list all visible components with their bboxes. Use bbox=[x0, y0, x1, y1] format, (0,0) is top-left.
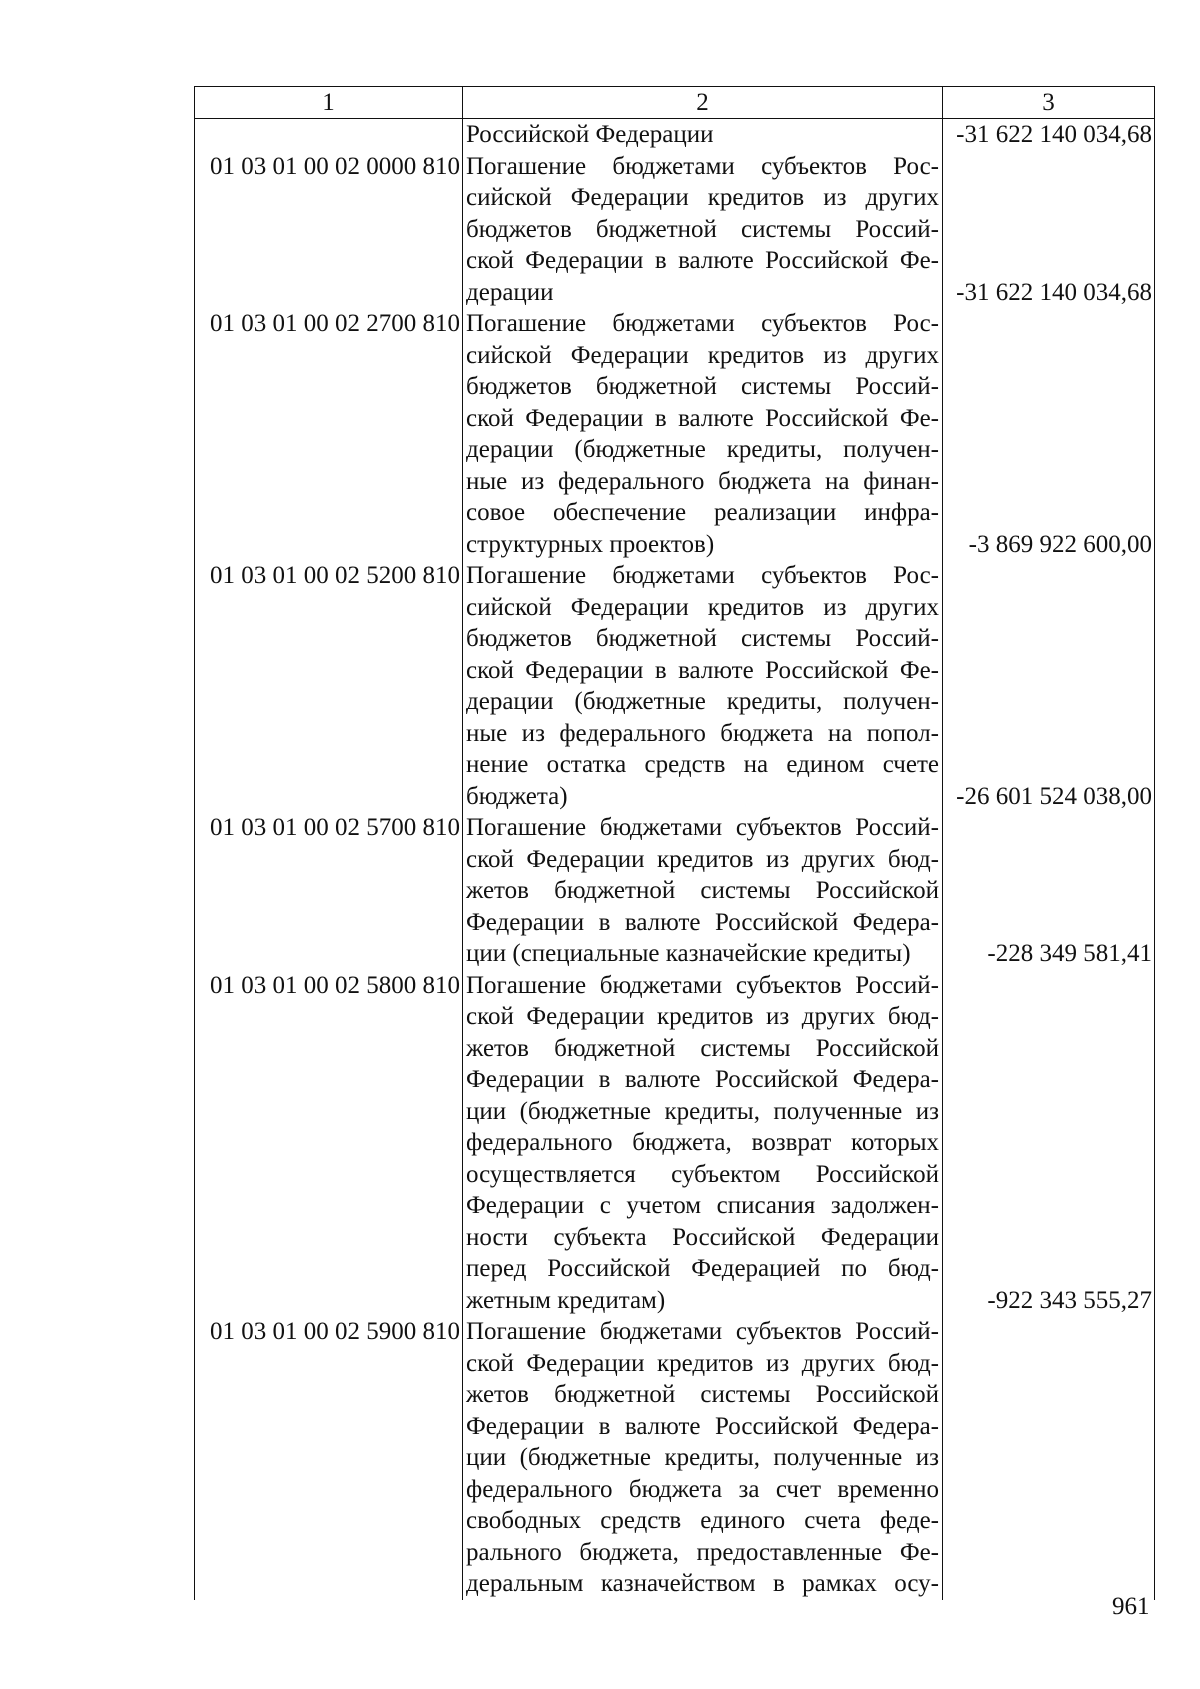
row-amount: -3 869 922 600,00 bbox=[943, 308, 1155, 560]
description-line: бюджетов бюджетной системы Россий- bbox=[466, 215, 939, 243]
column-header-amount: 3 bbox=[943, 87, 1155, 119]
table-row bbox=[195, 970, 1155, 1317]
row-description bbox=[463, 151, 943, 309]
description-line: бюджетов бюджетной системы Россий- bbox=[466, 625, 939, 652]
description-line: жетов бюджетной системы Российской bbox=[466, 1381, 939, 1408]
description-line: нение остатка средств на едином счете bbox=[466, 751, 939, 778]
description-line: федерального бюджета, возврат которых bbox=[466, 1129, 939, 1156]
row-amount: -31 622 140 034,68 bbox=[943, 151, 1155, 309]
table-row bbox=[195, 119, 1155, 151]
description-line: Погашение бюджетами субъектов Рос- bbox=[466, 152, 939, 180]
row-code: 01 03 01 00 02 5700 810 bbox=[195, 812, 463, 970]
row-description bbox=[463, 812, 943, 970]
description-line: федерального бюджета за счет временно bbox=[466, 1475, 939, 1503]
description-line: ции (бюджетные кредиты, полученные из bbox=[466, 1097, 939, 1125]
row-code: 01 03 01 00 02 5900 810 bbox=[195, 1316, 463, 1600]
row-description bbox=[463, 119, 943, 151]
table-body bbox=[195, 119, 1155, 1600]
table-row bbox=[195, 308, 1155, 560]
description-line: сийской Федерации кредитов из других bbox=[466, 341, 939, 369]
description-line: Федерации в валюте Российской Федера- bbox=[466, 1066, 939, 1093]
row-amount: -228 349 581,41 bbox=[943, 812, 1155, 970]
description-line: ции (специальные казначейские кредиты) bbox=[466, 940, 911, 967]
row-code: 01 03 01 00 02 5200 810 bbox=[195, 560, 463, 812]
description-line: ции (бюджетные кредиты, полученные из bbox=[466, 1444, 939, 1471]
description-line: осуществляется субъектом Российской bbox=[466, 1160, 939, 1188]
description-line: жетов бюджетной системы Российской bbox=[466, 1034, 939, 1062]
description-line: совое обеспечение реализации инфра- bbox=[466, 499, 939, 526]
description-line: ской Федерации кредитов из других бюд- bbox=[466, 845, 939, 873]
description-line: Федерации с учетом списания задолжен- bbox=[466, 1192, 939, 1219]
column-header-description: 2 bbox=[463, 87, 943, 119]
description-line: Российской Федерации bbox=[466, 121, 714, 148]
table-row bbox=[195, 560, 1155, 812]
description-line: Погашение бюджетами субъектов Рос- bbox=[466, 562, 939, 589]
description-line: структурных проектов) bbox=[466, 530, 715, 558]
description-line: ской Федерации в валюте Российской Фе- bbox=[466, 656, 939, 684]
description-line: ской Федерации в валюте Российской Фе- bbox=[466, 404, 939, 432]
description-line: жетным кредитам) bbox=[466, 1286, 666, 1314]
description-line: ской Федерации в валюте Российской Фе- bbox=[466, 247, 939, 274]
description-line: сийской Федерации кредитов из других bbox=[466, 593, 939, 621]
table-header-row bbox=[195, 87, 1155, 119]
row-amount: -26 601 524 038,00 bbox=[943, 560, 1155, 812]
description-line: перед Российской Федерацией по бюд- bbox=[466, 1255, 939, 1282]
description-line: свободных средств единого счета феде- bbox=[466, 1507, 939, 1534]
row-code bbox=[195, 119, 463, 151]
description-line: Погашение бюджетами субъектов Россий- bbox=[466, 814, 939, 841]
description-line: ные из федерального бюджета на попол- bbox=[466, 719, 939, 747]
description-line: дерации (бюджетные кредиты, получен- bbox=[466, 688, 939, 715]
description-line: Погашение бюджетами субъектов Рос- bbox=[466, 310, 939, 337]
row-description bbox=[463, 970, 943, 1317]
row-description bbox=[463, 1316, 943, 1600]
description-line: бюджетов бюджетной системы Россий- bbox=[466, 373, 939, 400]
description-line: Федерации в валюте Российской Федера- bbox=[466, 1412, 939, 1440]
description-line: сийской Федерации кредитов из других bbox=[466, 184, 939, 211]
row-code: 01 03 01 00 02 5800 810 bbox=[195, 970, 463, 1317]
description-line: Федерации в валюте Российской Федера- bbox=[466, 908, 939, 936]
row-amount: -922 343 555,27 bbox=[943, 970, 1155, 1317]
row-amount bbox=[943, 1316, 1155, 1600]
description-line: дерации (бюджетные кредиты, получен- bbox=[466, 436, 939, 463]
description-line: дерации bbox=[466, 278, 554, 306]
description-line: Погашение бюджетами субъектов Россий- bbox=[466, 1318, 939, 1345]
description-line: ской Федерации кредитов из других бюд- bbox=[466, 1349, 939, 1377]
row-code: 01 03 01 00 02 2700 810 bbox=[195, 308, 463, 560]
row-description bbox=[463, 560, 943, 812]
table-row bbox=[195, 151, 1155, 309]
description-line: Погашение бюджетами субъектов Россий- bbox=[466, 971, 939, 999]
row-code: 01 03 01 00 02 0000 810 bbox=[195, 151, 463, 309]
budget-table bbox=[194, 86, 1155, 1600]
description-line: рального бюджета, предоставленные Фе- bbox=[466, 1538, 939, 1566]
description-line: деральным казначейством в рамках осу- bbox=[466, 1570, 939, 1597]
row-description bbox=[463, 308, 943, 560]
page-number: 961 bbox=[1112, 1593, 1150, 1620]
description-line: ской Федерации кредитов из других бюд- bbox=[466, 1003, 939, 1030]
description-line: бюджета) bbox=[466, 782, 568, 810]
description-line: жетов бюджетной системы Российской bbox=[466, 877, 939, 904]
row-amount: -31 622 140 034,68 bbox=[943, 119, 1155, 151]
description-line: ности субъекта Российской Федерации bbox=[466, 1223, 939, 1251]
description-line: ные из федерального бюджета на финан- bbox=[466, 467, 939, 495]
table-row bbox=[195, 812, 1155, 970]
table-row bbox=[195, 1316, 1155, 1600]
column-header-code: 1 bbox=[195, 87, 463, 119]
